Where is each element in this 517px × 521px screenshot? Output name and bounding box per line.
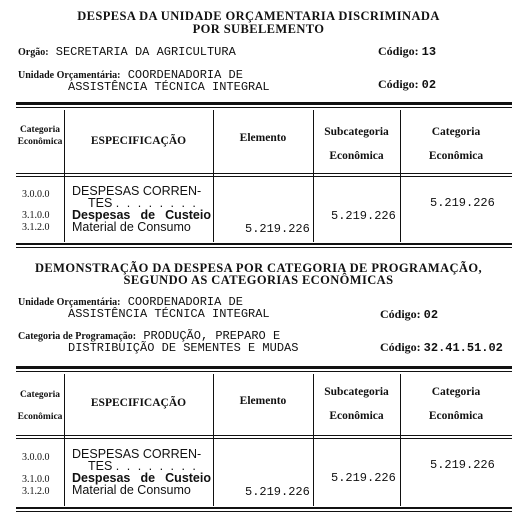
table2-code-1: 3.0.0.0 [22,452,50,463]
table1-code-2: 3.1.0.0 [22,210,50,221]
categoria-programacao-label: Categoria de Programação: [18,331,137,342]
unidade1-label: Unidade Orçamentária: [18,70,121,81]
table1-spec-line2: TES . . . . . . . . [88,196,198,210]
table1-elemento-value: 5.219.226 [245,222,310,236]
table1-categoria-value: 5.219.226 [430,196,495,210]
table2-subcategoria-value: 5.219.226 [331,471,396,485]
table2-header-categoria: Categoria Econômica [17,390,63,422]
table1-subcategoria-value: 5.219.226 [331,209,396,223]
table2-code-3: 3.1.2.0 [22,486,50,497]
table1-code-1: 3.0.0.0 [22,189,50,200]
table1-header-especificacao: ESPECIFICAÇÃO [90,135,187,147]
table2-header-subcategoria: Subcategoria Econômica [324,386,389,422]
table2-spec-line2: TES . . . . . . . . [88,459,198,473]
categoria-programacao-code-value: 32.41.51.02 [423,341,503,355]
categoria-programacao-code-label: Código: [380,340,421,354]
categoria-programacao-code [380,340,503,355]
table1-spec-line1: DESPESAS CORREN- [72,184,202,198]
table2-spec-line4: Material de Consumo [72,483,191,497]
table1 [16,102,512,248]
table1-code-3: 3.1.2.0 [22,222,50,233]
orgao-code-label: Código: [378,44,419,58]
section2-title-line1: DEMONSTRAÇÃO DA DESPESA POR CATEGORIA DE PROGRAMAÇÃO, [34,261,483,275]
table2 [16,366,512,512]
section1-title-line2: POR SUBELEMENTO [192,22,325,36]
unidade1-code-value: 02 [421,78,437,92]
orgao-code-value: 13 [421,45,437,59]
section2-title-line2: SEGUNDO AS CATEGORIAS ECONÔMICAS [123,273,394,287]
table1-header-categoria: Categoria Econômica [17,125,63,147]
orgao-value: SECRETARIA DA AGRICULTURA [55,45,236,59]
unidade1-code [378,77,436,92]
table1-header-cat-economica: Categoria Econômica [428,126,484,162]
section1-title-line1: DESPESA DA UNIDADE ORÇAMENTARIA DISCRIMINADA [77,9,440,23]
orgao-label: Orgão: [18,47,49,58]
table2-header-especificacao: ESPECIFICAÇÃO [90,397,187,409]
orgao-line [18,46,236,59]
table1-spec-line4: Material de Consumo [72,220,191,234]
unidade1-value-line1: COORDENADORIA DE [127,68,243,82]
unidade2-code [380,307,438,322]
unidade2-label: Unidade Orçamentária: [18,297,121,308]
orgao-code [378,44,436,59]
unidade1-value-line2: ASSISTÊNCIA TÉCNICA INTEGRAL [68,80,270,94]
unidade2-value-line1: COORDENADORIA DE [127,295,243,309]
table2-header-cat-economica: Categoria Econômica [428,386,484,422]
table1-header-subcategoria: Subcategoria Econômica [324,126,389,162]
unidade2-code-value: 02 [423,308,439,322]
table2-code-2: 3.1.0.0 [22,474,50,485]
table2-elemento-value: 5.219.226 [245,485,310,499]
table2-categoria-value: 5.219.226 [430,458,495,472]
categoria-programacao-value-line1: PRODUÇÃO, PREPARO E [143,329,281,343]
categoria-programacao-value-line2: DISTRIBUIÇÃO DE SEMENTES E MUDAS [68,341,299,355]
unidade2-value-line2: ASSISTÊNCIA TÉCNICA INTEGRAL [68,307,270,321]
unidade1-code-label: Código: [378,77,419,91]
unidade2-code-label: Código: [380,307,421,321]
table2-header-elemento: Elemento [239,395,287,407]
table2-spec-line1: DESPESAS CORREN- [72,447,202,461]
table1-header-elemento: Elemento [239,132,287,144]
table2-spec-line3: Despesas de Custeio [72,471,211,485]
table1-spec-line3: Despesas de Custeio [72,208,211,222]
